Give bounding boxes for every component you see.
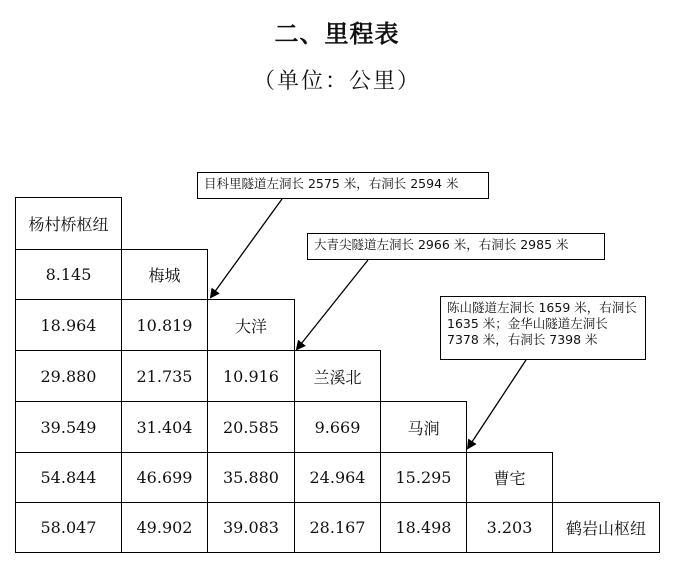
note-daqingjian-tunnel: 大青尖隧道左洞长 2966 米，右洞长 2985 米 [307,233,605,260]
distance-cell: 18.498 [380,502,467,553]
note-chenshan-jinhuashan-tunnel: 陈山隧道左洞长 1659 米，右洞长 1635 米；金华山隧道左洞长 7378 米，右洞长 7398 米 [440,296,646,360]
station-meicheng: 梅城 [121,249,208,300]
distance-cell: 29.880 [15,350,122,402]
distance-cell: 15.295 [380,452,467,503]
unit-subtitle: （单位：公里） [252,69,421,94]
distance-cell: 31.404 [121,401,208,453]
distance-cell: 8.145 [15,249,122,300]
station-yangcunqiao: 杨村桥枢纽 [15,197,122,250]
distance-cell: 21.735 [121,350,208,402]
distance-cell: 10.819 [121,299,208,351]
distance-cell: 46.699 [121,452,208,503]
distance-cell: 39.549 [15,401,122,453]
distance-cell: 10.916 [207,350,295,402]
station-majian: 马涧 [380,401,467,453]
station-heyanshan: 鹤岩山枢纽 [552,502,660,553]
arrow-3 [468,360,526,448]
station-lanxibei: 兰溪北 [294,350,381,402]
distance-cell: 24.964 [294,452,381,503]
station-dayang: 大洋 [207,299,295,351]
note-mukeli-tunnel: 目科里隧道左洞长 2575 米，右洞长 2594 米 [197,172,489,199]
station-caozhai: 曹宅 [466,452,553,503]
distance-cell: 20.585 [207,401,295,453]
distance-cell: 58.047 [15,502,122,553]
page-title: 二、里程表 [274,20,400,48]
distance-cell: 3.203 [466,502,553,553]
arrow-2 [297,260,368,349]
distance-cell: 18.964 [15,299,122,351]
distance-cell: 39.083 [207,502,295,553]
distance-cell: 9.669 [294,401,381,453]
distance-cell: 35.880 [207,452,295,503]
distance-cell: 28.167 [294,502,381,553]
distance-cell: 49.902 [121,502,208,553]
distance-cell: 54.844 [15,452,122,503]
arrow-1 [211,199,282,297]
